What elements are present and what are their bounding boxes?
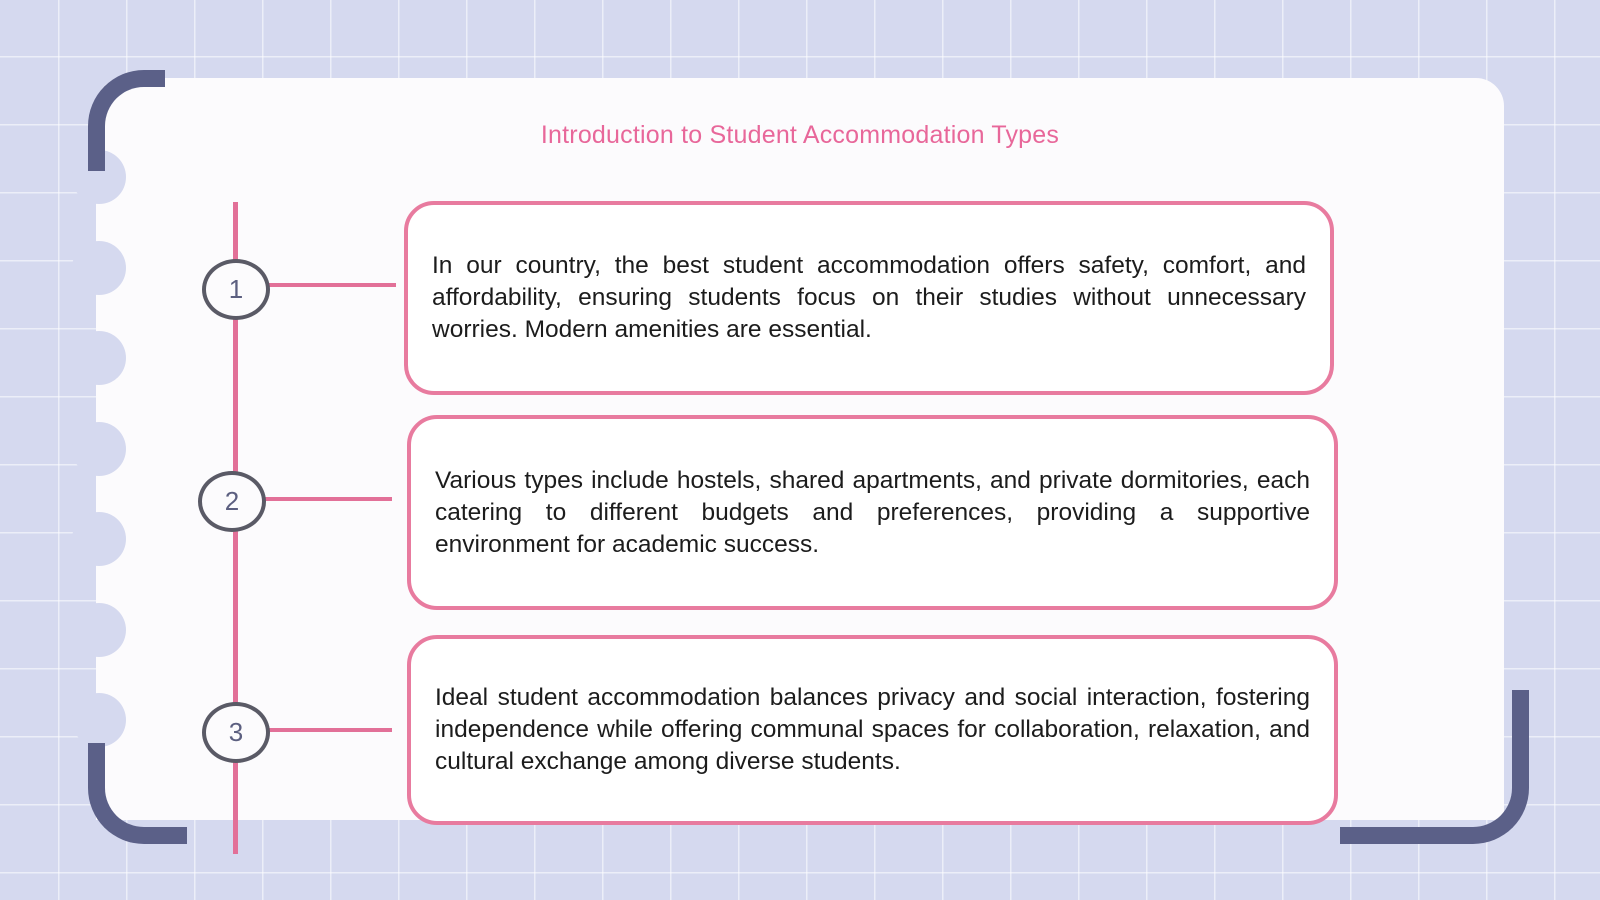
scallop-decoration	[72, 693, 126, 747]
corner-bracket-bottom-left	[88, 743, 187, 844]
timeline-step-number-3: 3	[202, 702, 270, 763]
timeline-step-number-1: 1	[202, 259, 270, 320]
scallop-decoration	[72, 603, 126, 657]
timeline-item-box-2	[407, 415, 1338, 610]
scallop-decoration	[72, 331, 126, 385]
timeline-item-box-3	[407, 635, 1338, 825]
corner-bracket-bottom-right	[1340, 690, 1529, 844]
timeline-step-number-2: 2	[198, 471, 266, 532]
timeline-connector-2	[262, 497, 392, 501]
timeline-item-text-1: In our country, the best student accommodation offers safety, comfort, and affordability, ensuring students focus on their studies without unnecessary worries. Modern amenities are essential.	[432, 252, 1306, 343]
scallop-decoration	[72, 241, 126, 295]
timeline-item-text-3: Ideal student accommodation balances privacy and social interaction, fostering independence while offering communal spaces for collaboration, relaxation, and cultural exchange among diverse students.	[435, 684, 1310, 775]
timeline-connector-1	[266, 283, 396, 287]
scallop-decoration	[72, 422, 126, 476]
timeline-connector-3	[266, 728, 392, 732]
timeline-item-text-2: Various types include hostels, shared apartments, and private dormitories, each catering to different budgets and preferences, providing a supportive environment for academic success.	[435, 466, 1310, 558]
timeline-item-box-1	[404, 201, 1334, 395]
scallop-decoration	[72, 512, 126, 566]
slide-title: Introduction to Student Accommodation Types	[540, 121, 1060, 149]
